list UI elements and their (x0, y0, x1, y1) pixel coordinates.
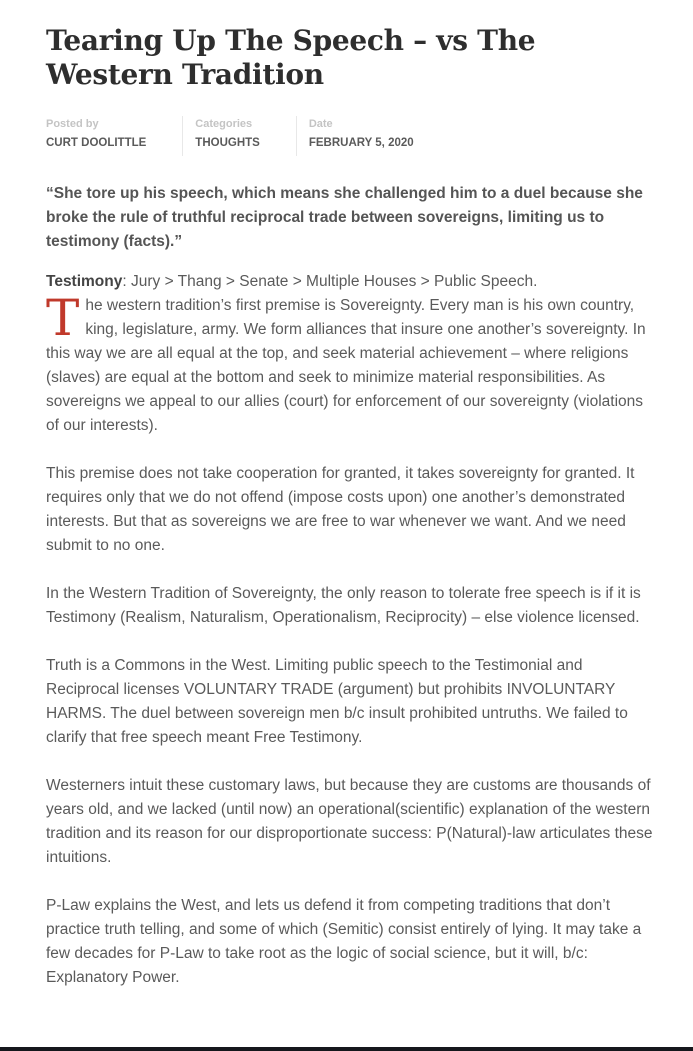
article-meta (46, 116, 656, 156)
paragraph-5: Westerners intuit these customary laws, but because they are customs are thousands of years old, and we lacked (until now) an operational(scientific) explanation of the western tradition and its reason for our disproportionate success: P(Natural)-law articulates these intuitions. (46, 776, 653, 866)
paragraph-6: P-Law explains the West, and lets us defend it from competing traditions that don’t practice truth telling, and some of which (Semitic) consist entirely of lying. It may take a few decades for P-Law to take root as the logic of social science, but it will, b/c: Explanatory Power. (46, 896, 642, 986)
posted-by-label: Posted by (46, 118, 99, 130)
paragraph-1: The western tradition’s first premise is Sovereignty. Every man is his own country, king, legislature, army. We form alliances that insure one another’s sovereignty. In this way we are all equal at the top, and seek material achievement – where religions (slaves) are equal at the bottom and seek to minimize material responsibilities. As sovereigns we appeal to our allies (court) for enforcement of our sovereignty (violations of our interests). (46, 288, 646, 434)
article-title: Tearing Up The Speech – vs The Western Tradition (46, 24, 536, 91)
drop-cap: T (46, 288, 80, 347)
categories-label: Categories (195, 118, 253, 130)
article (46, 24, 656, 990)
paragraph-3: In the Western Tradition of Sovereignty, the only reason to tolerate free speech is if it is Testimony (Realism, Naturalism, Operationalism, Reciprocity) – else violence licensed. (46, 584, 641, 626)
meta-posted-by (46, 116, 183, 156)
category-link[interactable]: THOUGHTS (195, 137, 260, 149)
footer-bar (0, 1047, 693, 1051)
paragraph-2: This premise does not take cooperation for granted, it takes sovereignty for granted. It requires only that we do not offend (impose costs upon) one another’s demonstrated interests. But that as sovereigns we are free to war whenever we want. And we need submit to no one. (46, 464, 635, 554)
date-label: Date (308, 118, 333, 130)
date-value: FEBRUARY 5, 2020 (308, 137, 414, 149)
testimony-label: Testimony (46, 272, 123, 290)
testimony-line (46, 270, 656, 294)
author-link[interactable]: CURT DOOLITTLE (46, 137, 147, 149)
pull-quote: “She tore up his speech, which means she challenged him to a duel because she broke the rule of truthful reciprocal trade between sovereigns, limiting us to testimony (facts).” (46, 185, 643, 250)
testimony-text: : Jury > Thang > Senate > Multiple Houses > Public Speech. (122, 272, 538, 290)
meta-date (309, 116, 450, 156)
meta-categories (195, 116, 297, 156)
paragraph-4: Truth is a Commons in the West. Limiting public speech to the Testimonial and Reciprocal licenses VOLUNTARY TRADE (argument) but prohibits INVOLUNTARY HARMS. The duel between sovereign men b/c insult prohibited untruths. We failed to clarify that free speech meant Free Testimony. (46, 656, 628, 746)
